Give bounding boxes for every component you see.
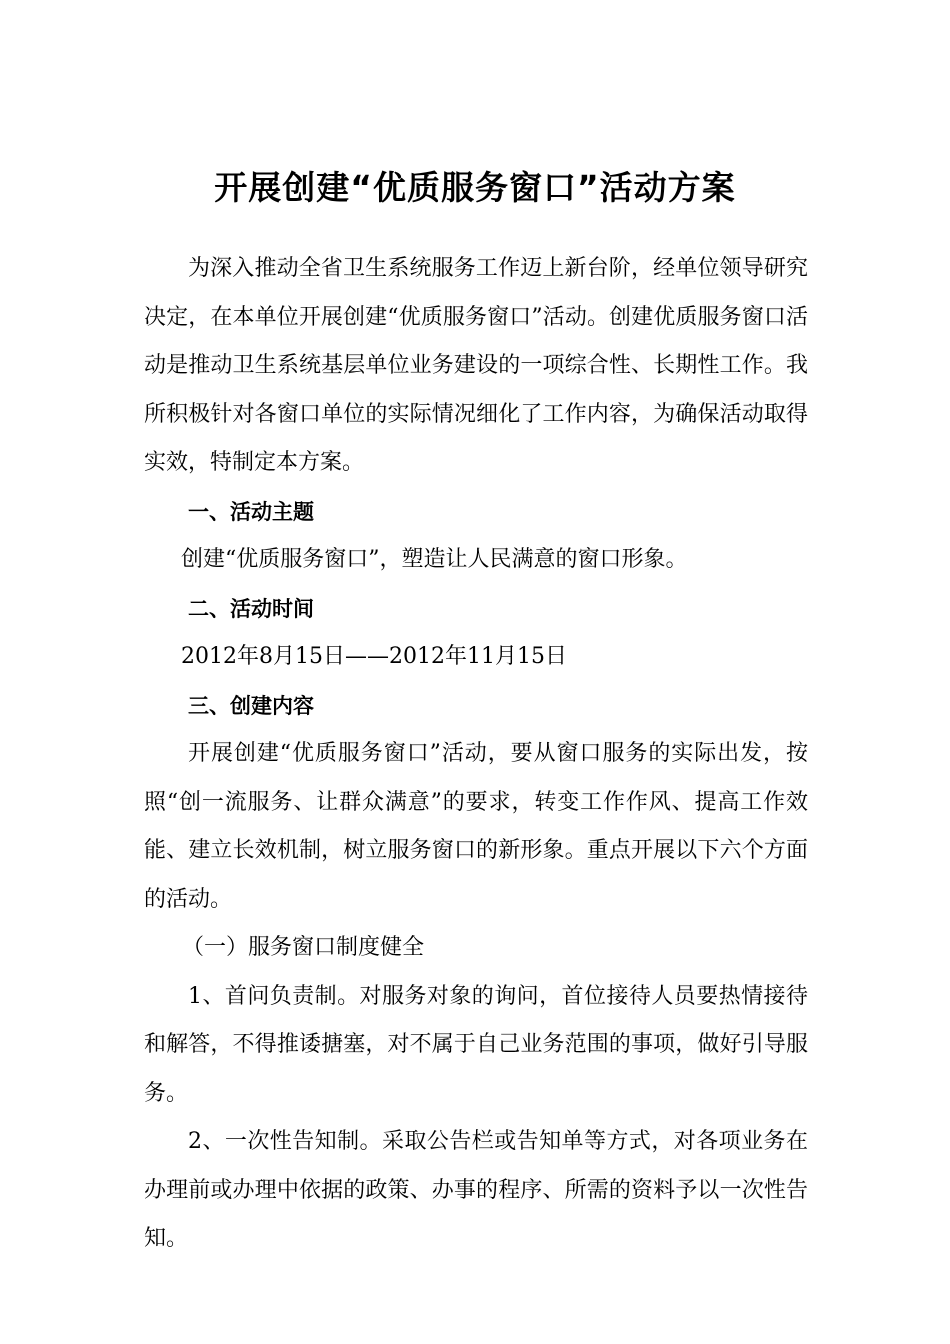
section-heading-time: 二、活动时间 xyxy=(188,596,314,621)
item-one-time-notice: 2、一次性告知制。采取公告栏或告知单等方式，对各项业务在办理前或办理中依据的政策、办事的程序、所需的资料予以一次性告知。 xyxy=(144,1129,808,1251)
section-heading-theme: 一、活动主题 xyxy=(188,499,314,524)
theme-paragraph: 创建“优质服务窗口”，塑造让人民满意的窗口形象。 xyxy=(181,547,688,572)
section-heading-content: 三、创建内容 xyxy=(188,693,314,718)
intro-paragraph: 为深入推动全省卫生系统服务工作迈上新台阶，经单位领导研究决定，在本单位开展创建“优质服务窗口”活动。创建优质服务窗口活动是推动卫生系统基层单位业务建设的一项综合性、长期性工作。我所积极针对各窗口单位的实际情况细化了工作内容，为确保活动取得实效，特制定本方案。 xyxy=(144,256,808,475)
document-title: 开展创建“优质服务窗口”活动方案 xyxy=(214,168,736,207)
subsection-heading: （一）服务窗口制度健全 xyxy=(182,935,425,960)
item-first-inquiry: 1、首问负责制。对服务对象的询问，首位接待人员要热情接待和解答，不得推诿搪塞，对不属于自己业务范围的事项，做好引导服务。 xyxy=(144,983,808,1106)
content-paragraph: 开展创建“优质服务窗口”活动，要从窗口服务的实际出发，按照“创一流服务、让群众满意”的要求，转变工作作风、提高工作效能、建立长效机制，树立服务窗口的新形象。重点开展以下六个方面的活动。 xyxy=(144,741,808,912)
document-body xyxy=(144,245,808,1264)
time-paragraph: 2012年8月15日——2012年11月15日 xyxy=(181,644,567,669)
